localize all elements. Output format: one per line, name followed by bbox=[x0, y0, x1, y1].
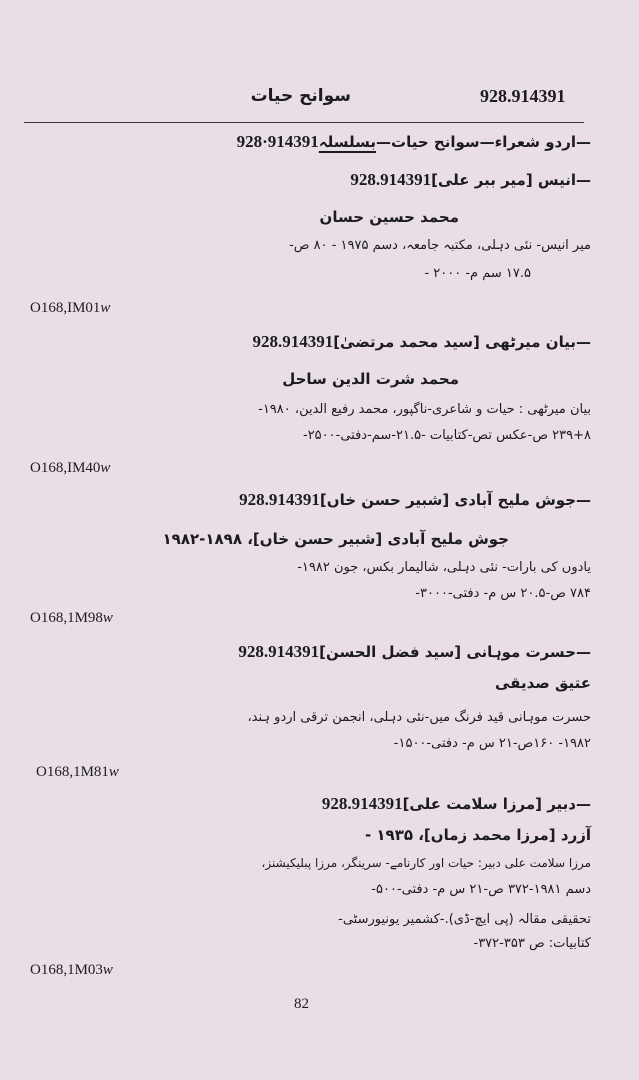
entry-line: ۱۷.۵ سم م- ۲۰۰۰ - bbox=[424, 266, 531, 281]
entry-call-number: O168,1M81w bbox=[36, 764, 119, 780]
entry-line: ۱۹۸۲- ۱۶۰ص-۲۱ س م- دفتی-۱۵۰۰- bbox=[393, 736, 591, 751]
entry-line: تحقیقی مقالہ (پی ایچ-ڈی).-کشمیر یونیورسٹی- bbox=[338, 912, 591, 927]
entry-heading bbox=[322, 794, 591, 814]
entry-heading bbox=[239, 490, 591, 510]
entry-heading bbox=[252, 332, 591, 352]
entry-author: جوش ملیح آبادی [شبیر حسن خاں]، ۱۸۹۸-۱۹۸۲ bbox=[162, 530, 509, 548]
entry-call-number: O168,1M03w bbox=[30, 962, 113, 978]
series-heading bbox=[237, 132, 591, 152]
entry-heading-text: —جوش ملیح آبادی [شبیر حسن خاں] bbox=[319, 491, 591, 509]
entry-heading-number: 928.914391 bbox=[321, 794, 403, 813]
entry-author: محمد حسین حسان bbox=[319, 208, 459, 226]
entry-line: دسم ۱۹۸۱-۳۷۲ ص-۲۱ س م- دفتی-۵۰۰- bbox=[371, 882, 591, 897]
entry-call-number: O168,IM01w bbox=[30, 300, 111, 316]
entry-heading-number: 928.914391 bbox=[350, 170, 432, 189]
entry-author: محمد شرت الدین ساحل bbox=[282, 370, 459, 388]
entry-line: یادوں کی بارات- نئی دہلی، شالیمار بکس، جون ۱۹۸۲- bbox=[297, 560, 591, 575]
entry-heading-text: —بیان میرٹھی [سید محمد مرتضیٰ] bbox=[333, 333, 591, 351]
entry-line: مرزا سلامت علی دبیر: حیات اور کارنامے- سرینگر، مرزا پبلیکیشنز، bbox=[261, 856, 591, 870]
header-rule bbox=[24, 122, 584, 123]
entry-author: عتیق صدیقی bbox=[495, 674, 591, 692]
entry-call-number: O168,IM40w bbox=[30, 460, 111, 476]
entry-line: ۷۸۴ ص-۲۰.۵ س م- دفتی-۳۰۰۰- bbox=[415, 586, 591, 601]
series-heading-underlined: بسلسلہ bbox=[318, 133, 377, 151]
running-header-title: سوانح حیات bbox=[250, 86, 351, 106]
entry-call-number: O168,1M98w bbox=[30, 610, 113, 626]
entry-line: بیان میرٹھی : حیات و شاعری-ناگپور، محمد رفیع الدین، ۱۹۸۰- bbox=[258, 402, 591, 417]
entry-line: کتابیات: ص ۳۵۳-۳۷۲- bbox=[473, 936, 591, 951]
entry-line: میر انیس- نئی دہلی، مکتبہ جامعہ، دسم ۱۹۷۵ - ۸۰ ص- bbox=[289, 238, 591, 253]
entry-line: ۲۳۹+۸ ص-عکس تص-کتابیات -۲۱.۵-سم-دفتی-۲۵۰۰- bbox=[302, 428, 591, 443]
entry-heading-text: —انیس [میر ببر علی] bbox=[431, 171, 591, 189]
entry-heading-text: —دبیر [مرزا سلامت علی] bbox=[402, 795, 591, 813]
entry-heading-number: 928.914391 bbox=[239, 490, 320, 509]
entry-heading-text: —حسرت موہانی [سید فضل الحسن] bbox=[319, 643, 591, 661]
entry-heading-number: 928.914391 bbox=[252, 332, 334, 351]
entry-author: آزرد [مرزا محمد زماں]، ۱۹۳۵ - bbox=[364, 826, 591, 844]
page-number: 82 bbox=[294, 996, 309, 1012]
series-heading-text: —اردو شعراء—سوانح حیات— bbox=[376, 133, 591, 151]
entry-heading-number: 928.914391 bbox=[238, 642, 320, 661]
entry-line: حسرت موہانی قید فرنگ میں-نئی دہلی، انجمن ترقی اردو ہند، bbox=[247, 710, 591, 725]
series-heading-number: 928·914391 bbox=[236, 132, 319, 151]
entry-heading bbox=[350, 170, 591, 190]
running-header-class-number: 928.914391 bbox=[480, 86, 566, 106]
entry-heading bbox=[238, 642, 591, 662]
